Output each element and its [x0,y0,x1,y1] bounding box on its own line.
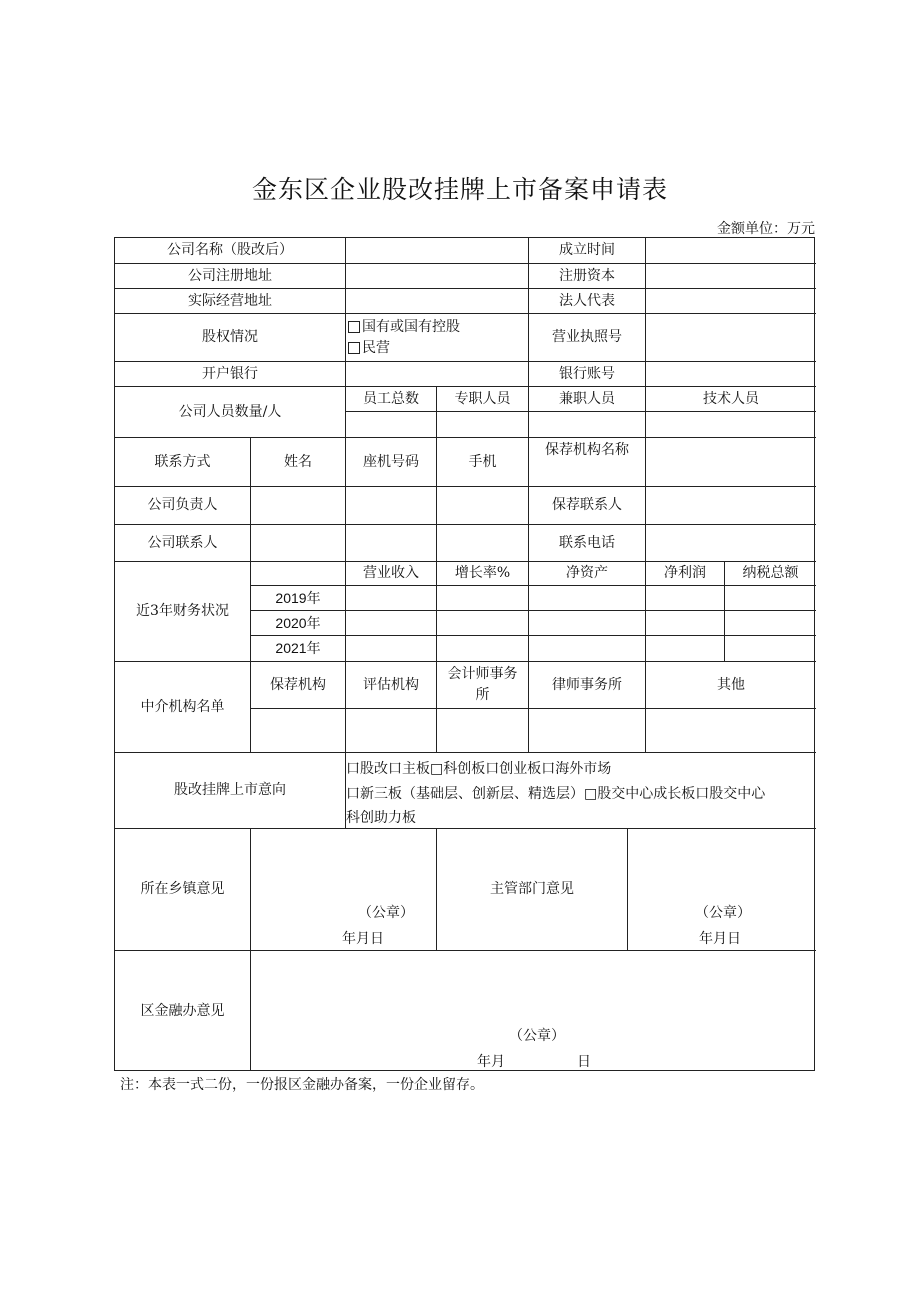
established-label: 成立时间 [529,238,646,264]
town-date: 年月日 [342,931,384,947]
account-label: 银行账号 [529,362,646,387]
intent-label: 股改挂牌上市意向 [115,753,346,829]
finance-label: 近3年财务状况 [115,562,251,662]
dept-opinion-label: 主管部门意见 [437,829,628,951]
equity-private-option[interactable] [348,338,390,359]
staff-tech-field[interactable] [646,412,816,438]
actual-address-label: 实际经营地址 [115,289,346,314]
finance-cell[interactable] [646,586,725,611]
revenue-header: 营业收入 [346,562,437,586]
license-label: 营业执照号 [529,314,646,362]
finance-cell[interactable] [437,611,529,636]
contact-person-label: 公司联系人 [115,525,251,562]
finance-cell[interactable] [646,611,725,636]
law-firm-field[interactable] [529,709,646,753]
company-name-field[interactable] [346,238,529,264]
finance-cell[interactable] [529,586,646,611]
town-seal: （公章） [358,905,414,921]
staff-parttime-field[interactable] [529,412,646,438]
finance-cell[interactable] [725,586,816,611]
contact-person-landline-field[interactable] [346,525,437,562]
bank-field[interactable] [346,362,529,387]
staff-total-field[interactable] [346,412,437,438]
intent-line-3: 科创助力板 [346,810,416,826]
bank-label: 开户银行 [115,362,346,387]
dept-seal: （公章） [695,905,751,921]
contact-label: 联系方式 [115,438,251,487]
district-seal: （公章） [509,1028,565,1044]
net-profit-header: 净利润 [646,562,725,586]
sponsor-contact-label: 保荐联系人 [529,487,646,525]
legal-rep-field[interactable] [646,289,816,314]
year-2021: 2021年 [251,636,346,662]
page-title: 金东区企业股改挂牌上市备案申请表 [251,175,668,204]
appraisal-org-field[interactable] [346,709,437,753]
finance-cell[interactable] [646,636,725,662]
net-assets-header: 净资产 [529,562,646,586]
leader-mobile-field[interactable] [437,487,529,525]
appraisal-org-header: 评估机构 [346,662,437,709]
district-opinion-label: 区金融办意见 [115,951,251,1071]
account-field[interactable] [646,362,816,387]
sponsor-name-field[interactable] [646,438,816,487]
phone-field[interactable] [646,525,816,562]
equity-private-label: 民营 [362,339,390,356]
finance-cell[interactable] [346,611,437,636]
district-date-day: 日 [577,1054,591,1070]
application-form [114,237,815,1071]
staff-fulltime-field[interactable] [437,412,529,438]
contact-name-header: 姓名 [251,438,346,487]
tax-header: 纳税总额 [725,562,816,586]
equity-state-option[interactable] [348,317,460,338]
legal-rep-label: 法人代表 [529,289,646,314]
reg-capital-field[interactable] [646,264,816,289]
staff-total-header: 员工总数 [346,387,437,412]
leader-label: 公司负责人 [115,487,251,525]
finance-cell[interactable] [529,636,646,662]
intent-line-2: 口新三板（基础层、创新层、精选层）□股交中心成长板口股交中心 [346,786,766,802]
year-2019: 2019年 [251,586,346,611]
district-opinion-field[interactable] [251,951,816,1071]
contact-person-mobile-field[interactable] [437,525,529,562]
sponsor-name-label: 保荐机构名称 [529,438,646,487]
dept-opinion-field[interactable] [628,829,816,951]
amount-unit: 金额单位：万元 [717,221,815,237]
growth-header: 增长率% [437,562,529,586]
staff-fulltime-header: 专职人员 [437,387,529,412]
phone-label: 联系电话 [529,525,646,562]
staff-parttime-header: 兼职人员 [529,387,646,412]
actual-address-field[interactable] [346,289,529,314]
company-name-label: 公司名称（股改后） [115,238,346,264]
finance-cell[interactable] [725,636,816,662]
contact-mobile-header: 手机 [437,438,529,487]
equity-options [346,314,529,362]
staff-label: 公司人员数量/人 [115,387,346,438]
sponsor-org-field[interactable] [251,709,346,753]
law-firm-header: 律师事务所 [529,662,646,709]
intent-line-1: 口股改口主板□科创板口创业板口海外市场 [346,761,612,777]
established-field[interactable] [646,238,816,264]
leader-landline-field[interactable] [346,487,437,525]
sponsor-org-header: 保荐机构 [251,662,346,709]
checkbox-icon[interactable] [348,321,360,333]
town-opinion-label: 所在乡镇意见 [115,829,251,951]
footnote: 注：本表一式二份，一份报区金融办备案，一份企业留存。 [120,1077,484,1093]
contact-landline-header: 座机号码 [346,438,437,487]
reg-address-field[interactable] [346,264,529,289]
accounting-firm-header: 会计师事务所 [437,662,529,709]
finance-cell[interactable] [346,636,437,662]
checkbox-icon[interactable] [348,342,360,354]
finance-cell[interactable] [346,586,437,611]
other-org-header: 其他 [646,662,816,709]
finance-cell[interactable] [437,586,529,611]
leader-name-field[interactable] [251,487,346,525]
equity-state-label: 国有或国有控股 [362,318,460,335]
dept-date: 年月日 [699,931,741,947]
intent-options[interactable] [346,753,816,829]
other-org-field[interactable] [646,709,816,753]
finance-cell[interactable] [529,611,646,636]
license-field[interactable] [646,314,816,362]
intermediary-label: 中介机构名单 [115,662,251,753]
sponsor-contact-field[interactable] [646,487,816,525]
town-opinion-field[interactable] [251,829,437,951]
district-date-year-month: 年月 [477,1054,505,1070]
reg-address-label: 公司注册地址 [115,264,346,289]
equity-label: 股权情况 [115,314,346,362]
finance-cell[interactable] [437,636,529,662]
contact-person-name-field[interactable] [251,525,346,562]
year-2020: 2020年 [251,611,346,636]
accounting-firm-field[interactable] [437,709,529,753]
finance-corner [251,562,346,586]
finance-cell[interactable] [725,611,816,636]
reg-capital-label: 注册资本 [529,264,646,289]
staff-tech-header: 技术人员 [646,387,816,412]
